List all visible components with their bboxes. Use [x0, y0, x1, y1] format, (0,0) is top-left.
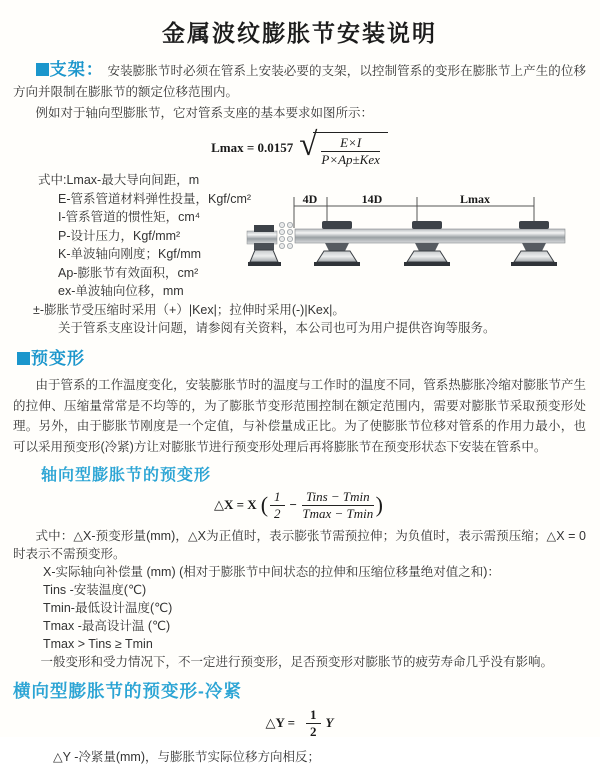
- axial-explain-text: 式中：△X-预变形量(mm)，△X为正值时，表示膨张节需预拉伸；为负值时，表示需预压缩；△X = 0时表示不需预变形。: [13, 529, 586, 561]
- anchor-support: [247, 225, 281, 266]
- lmax-fraction-denominator: P×Ap±Kex: [321, 152, 380, 167]
- axial-subsection-heading: 轴向型膨胀节的预变形: [41, 467, 212, 484]
- dimension-label-14d: 14D: [361, 192, 383, 206]
- variable-line: E-管系管道材料弹性投量，Kgf/cm²: [58, 191, 252, 206]
- pipe-support-1: [314, 221, 360, 266]
- dimension-label-4d: 4D: [302, 192, 318, 206]
- temperature-fraction: [302, 490, 374, 521]
- section-square-icon: [36, 63, 49, 76]
- lateral-fraction-numerator: 1: [306, 708, 321, 724]
- variable-line: P-设计压力，Kgf/mm²: [58, 228, 181, 243]
- half-fraction-numerator: 1: [270, 490, 285, 506]
- lateral-formula: [13, 707, 586, 739]
- axial-formula-lhs: △X = X: [214, 497, 257, 512]
- variable-line: ±-膨胀节受压缩时采用（+）|Kex|；拉伸时采用(-)|Kex|。: [33, 302, 345, 317]
- radical-sign-icon: √: [299, 127, 318, 163]
- axial-variable-line: Tmax -最高设计温 (℃): [43, 619, 171, 633]
- lateral-note-text: △Y -冷紧量(mm)，与膨胀节实际位移方向相反；: [53, 750, 321, 764]
- variable-line: ex-单波轴向位移，mm: [58, 284, 184, 298]
- support-intro-text: 安装膨胀节时必须在管系上安装必要的支架，以控制管系的变形在膨胀节上产生的位移方向并限制在膨胀节的额定位移范围内。: [13, 64, 586, 99]
- radicand: [313, 132, 388, 167]
- support-intro-paragraph: [13, 59, 586, 103]
- lateral-subsection-heading: 横向型膨胀节的预变形-冷紧: [13, 681, 242, 701]
- support-section-heading: 支架：: [49, 60, 104, 79]
- lmax-formula: [13, 127, 586, 167]
- lmax-formula-lhs: Lmax = 0.0157: [211, 140, 294, 155]
- dimension-label-lmax: Lmax: [460, 192, 490, 206]
- axial-note-text: 一般变形和受力情况下，不一定进行预变形，足否预变形对膨胀节的疲劳寿命几乎没有影响。: [40, 655, 554, 669]
- support-example-text: 例如对于轴向型膨胀节，它对管系支座的基本要求如图所示：: [35, 106, 374, 120]
- axial-variable-line: Tins -安装温度(℃): [43, 583, 147, 597]
- lmax-fraction: [321, 136, 380, 167]
- pipe-support-2: [404, 221, 450, 266]
- variable-line: Ap-膨胀节有效面积，cm²: [58, 265, 199, 280]
- half-fraction: [270, 490, 285, 521]
- close-paren: ): [375, 492, 383, 517]
- section-square-icon: [17, 352, 30, 365]
- page-title: 金属波纹膨胀节安装说明: [162, 20, 437, 46]
- temperature-fraction-denominator: Tmax − Tmin: [302, 505, 374, 521]
- temperature-fraction-numerator: Tins − Tmin: [302, 490, 374, 506]
- axial-variable-line: X-实际轴向补偿量 (mm) (相对于膨胀节中间状态的拉伸和压缩位移量绝对值之和)：: [43, 565, 500, 579]
- predeform-body-text: 由于管系的工作温度变化，安装膨胀节时的温度与工作时的温度不同，管系热膨胀冷缩对膨胀节产生的拉伸、压缩量常常是不均等的，为了膨胀节变形范围控制在额定范围内，需要对膨胀节采取预变形处理。另外，由于膨胀节刚度是一个定值，与补偿量成正比。为了使膨胀节位移对管系的作用力最小，也可以采用预变形(冷紧)方让对膨胀节进行预变形处理后再将膨胀节在预变形状态下安装在管系中。: [13, 378, 586, 454]
- variable-line: 式中:Lmax-最大导向间距，m: [38, 173, 200, 187]
- lateral-fraction-denominator: 2: [310, 723, 317, 739]
- consulting-note-text: 关于管系支座设计问题，请参阅有关资料，本公司也可为用户提供咨询等服务。: [58, 321, 496, 335]
- lateral-half-fraction: [306, 708, 321, 739]
- pipe-support-3: [511, 221, 557, 266]
- lmax-fraction-numerator: E×I: [321, 136, 380, 152]
- open-paren: (: [260, 492, 269, 517]
- pipe: [295, 229, 565, 243]
- lateral-formula-lhs: △Y =: [265, 715, 296, 730]
- axial-variable-line: Tmin-最低设计温度(℃): [43, 601, 173, 615]
- bellows-icon: [279, 222, 292, 248]
- lateral-formula-rhs: Y: [325, 715, 334, 730]
- half-fraction-denominator: 2: [274, 505, 281, 521]
- variable-line: K-单波轴向刚度；Kgf/mm: [58, 247, 202, 261]
- pipe-support-diagram: [247, 194, 595, 278]
- radical-expression: [299, 129, 388, 167]
- predeform-heading-line: [17, 348, 586, 371]
- minus-operator: −: [289, 497, 297, 512]
- axial-variable-list: [13, 563, 586, 653]
- axial-variable-line: Tmax > Tins ≥ Tmin: [43, 637, 153, 651]
- variable-line: I-管系管道的惯性矩，cm⁴: [58, 210, 201, 224]
- predeform-section-heading: 预变形: [31, 349, 85, 368]
- axial-formula: [13, 487, 586, 523]
